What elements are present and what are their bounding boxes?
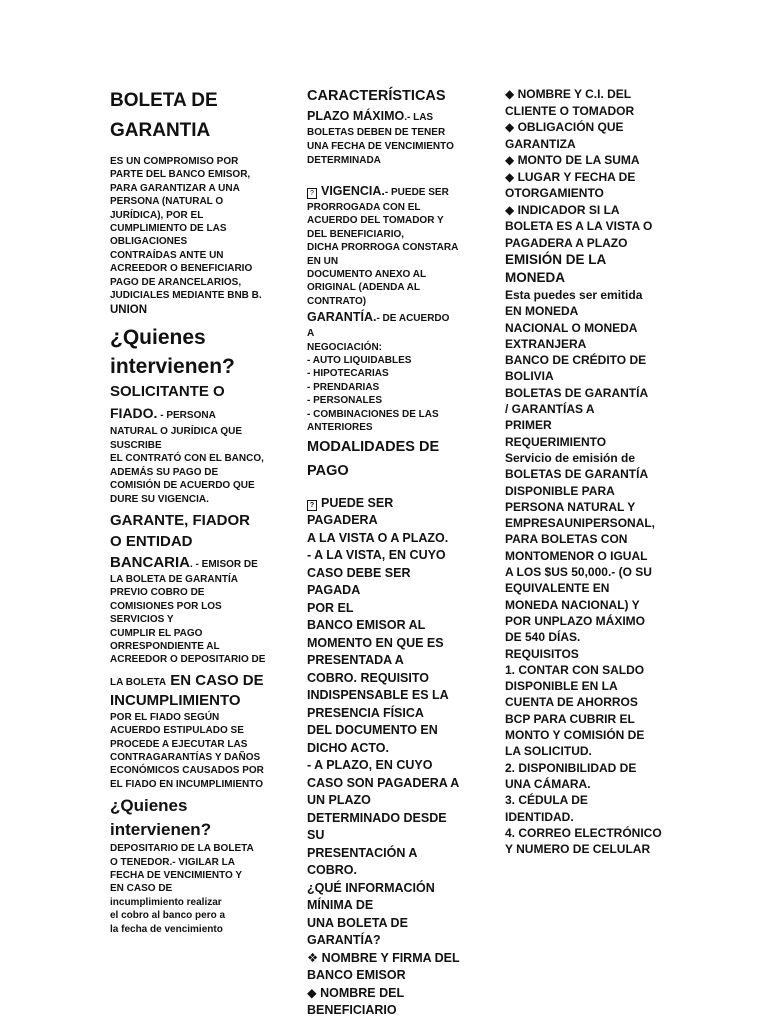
pagadera-text: A LA VISTA O A PLAZO. - A LA VISTA, EN CUYO CASO DEBE SER PAGADA POR EL BANCO EMISOR AL MOMENTO EN QUE ES PRESENTADA A COBRO. REQUISITO INDISPENSABLE ES LA PRESENCIA FÍSICA DEL DOCUMENTO EN DICHO ACTO. - A PLAZO, EN CUYO CASO SON PAGADERA A UN PLAZO DETERMINADO DESDE SU PRESENTACIÓN A COBRO. ¿QUÉ INFORMACIÓN MÍNIMA DE UNA BOLETA DE GARANTÍA? ❖ NOMBRE Y FIRMA DEL BANCO EMISOR ◆ NOMBRE DEL BENEFICIARIO	[307, 530, 460, 1017]
section-heading: MODALIDADES DE	[307, 438, 440, 455]
emision-text: Esta puedes ser emitida EN MONEDA NACIONAL O MONEDA EXTRANJERA BANCO DE CRÉDITO DE BOLIVIA BOLETAS DE GARANTÍA / GARANTÍAS A PRIMER REQUERIMIENTO Servicio de emisión de BOLETAS DE GARANTÍA DISPONIBLE PARA PERSONA NATURAL Y EMPRESAUNIPERSONAL, PARA BOLETAS CON MONTOMENOR O IGUAL A LOS $US 50,000.- (O SU EQUIVALENTE EN MONEDA NACIONAL) Y POR UNPLAZO MÁXIMO DE 540 DÍAS. REQUISITOS 1. CONTAR CON SALDO DISPONIBLE EN LA CUENTA DE AHORROS BCP PARA CUBRIR EL MONTO Y COMISIÓN DE LA SOLICITUD. 2. DISPONIBILIDAD DE UNA CÁMARA. 3. CÉDULA DE IDENTIDAD. 4. CORREO ELECTRÓNICO Y NUMERO DE CELULAR	[505, 288, 662, 857]
fiado-line: FIADO. - PERSONA	[110, 405, 216, 422]
subheading: SOLICITANTE O	[110, 383, 225, 401]
plazo-line: PLAZO MÁXIMO.- LAS	[307, 109, 434, 123]
title-line: BOLETA DE	[110, 90, 218, 111]
depositario-text: DEPOSITARIO DE LA BOLETA O TENEDOR.- VIGILAR LA FECHA DE VENCIMIENTO Y EN CASO DE incumplimiento realizar el cobro al banco pero a la fecha de vencimiento	[110, 843, 254, 935]
info-list: ◆ NOMBRE Y C.I. DEL CLIENTE O TOMADOR ◆ OBLIGACIÓN QUE GARANTIZA ◆ MONTO DE LA SUMA ◆ LUGAR Y FECHA DE OTORGAMIENTO ◆ INDICADOR SI LA BOLETA ES A LA VISTA O PAGADERA A PLAZO	[505, 87, 653, 250]
missing-glyph-icon: ?	[307, 500, 317, 511]
subheading: O ENTIDAD	[110, 532, 193, 550]
plazo-text: BOLETAS DEBEN DE TENER UNA FECHA DE VENCIMIENTO DETERMINADA	[307, 127, 454, 166]
garantia-text: A NEGOCIACIÓN: - AUTO LIQUIDABLES - HIPOTECARIAS - PRENDARIAS - PERSONALES - COMBINACIONES DE LAS ANTERIORES	[307, 328, 439, 434]
garantia-line: GARANTÍA.- DE ACUERDO	[307, 310, 450, 325]
subheading: GARANTE, FIADOR	[110, 511, 250, 529]
section-heading: CARACTERÍSTICAS	[307, 88, 446, 104]
bancaria-line: BANCARIA. - EMISOR DE	[110, 553, 258, 571]
section-heading: ¿Quienes	[110, 796, 188, 816]
section-heading: intervienen?	[110, 820, 212, 840]
section-heading: EMISIÓN DE LA	[505, 252, 607, 267]
column-1	[110, 86, 272, 936]
missing-glyph-icon: ?	[307, 188, 317, 199]
incumplimiento-text: POR EL FIADO SEGÚN ACUERDO ESTIPULADO SE PROCEDE A EJECUTAR LAS CONTRAGARANTÍAS Y DAÑOS ECONÓMICOS CAUSADOS POR EL FIADO EN INCUMPLIMIENTO	[110, 711, 264, 790]
section-heading: PAGO	[307, 462, 349, 479]
column-2	[307, 86, 465, 1020]
section-heading: intervienen?	[110, 355, 235, 379]
subheading: INCUMPLIMIENTO	[110, 691, 241, 709]
solicitante-text: NATURAL O JURÍDICA QUE SUSCRIBE EL CONTRATÓ CON EL BANCO, ADEMÁS SU PAGO DE COMISIÓN DE ACUERDO QUE DURE SU VIGENCIA.	[110, 426, 264, 505]
en-caso-line: LA BOLETA EN CASO DE	[110, 671, 264, 689]
title-line: GARANTIA	[110, 120, 211, 141]
vigencia-line: ? VIGENCIA.- PUEDE SER	[307, 182, 465, 201]
intro-text: ES UN COMPROMISO POR PARTE DEL BANCO EMISOR, PARA GARANTIZAR A UNA PERSONA (NATURAL O JURÍDICA), POR EL CUMPLIMIENTO DE LAS OBLIGACIONES CONTRAÍDAS ANTE UN ACREEDOR O BENEFICIARIO PAGO DE ARANCELARIOS, JUDICIALES MEDIANTE BNB B. UNION	[110, 156, 262, 317]
column-3	[505, 86, 665, 857]
garante-text: LA BOLETA DE GARANTÍA PREVIO COBRO DE COMISIONES POR LOS SERVICIOS Y CUMPLIR EL PAGO ORRESPONDIENTE AL ACREEDOR O DEPOSITARIO DE	[110, 573, 266, 666]
section-heading: ¿Quienes	[110, 326, 206, 350]
vigencia-text: PRORROGADA CON EL ACUERDO DEL TOMADOR Y DEL BENEFICIARIO, DICHA PRORROGA CONSTARA EN UN DOCUMENTO ANEXO AL ORIGINAL (ADENDA AL CONTRATO)	[307, 202, 459, 307]
section-heading: MONEDA	[505, 270, 565, 285]
pagadera-first: ? PUEDE SER PAGADERA	[307, 495, 394, 527]
